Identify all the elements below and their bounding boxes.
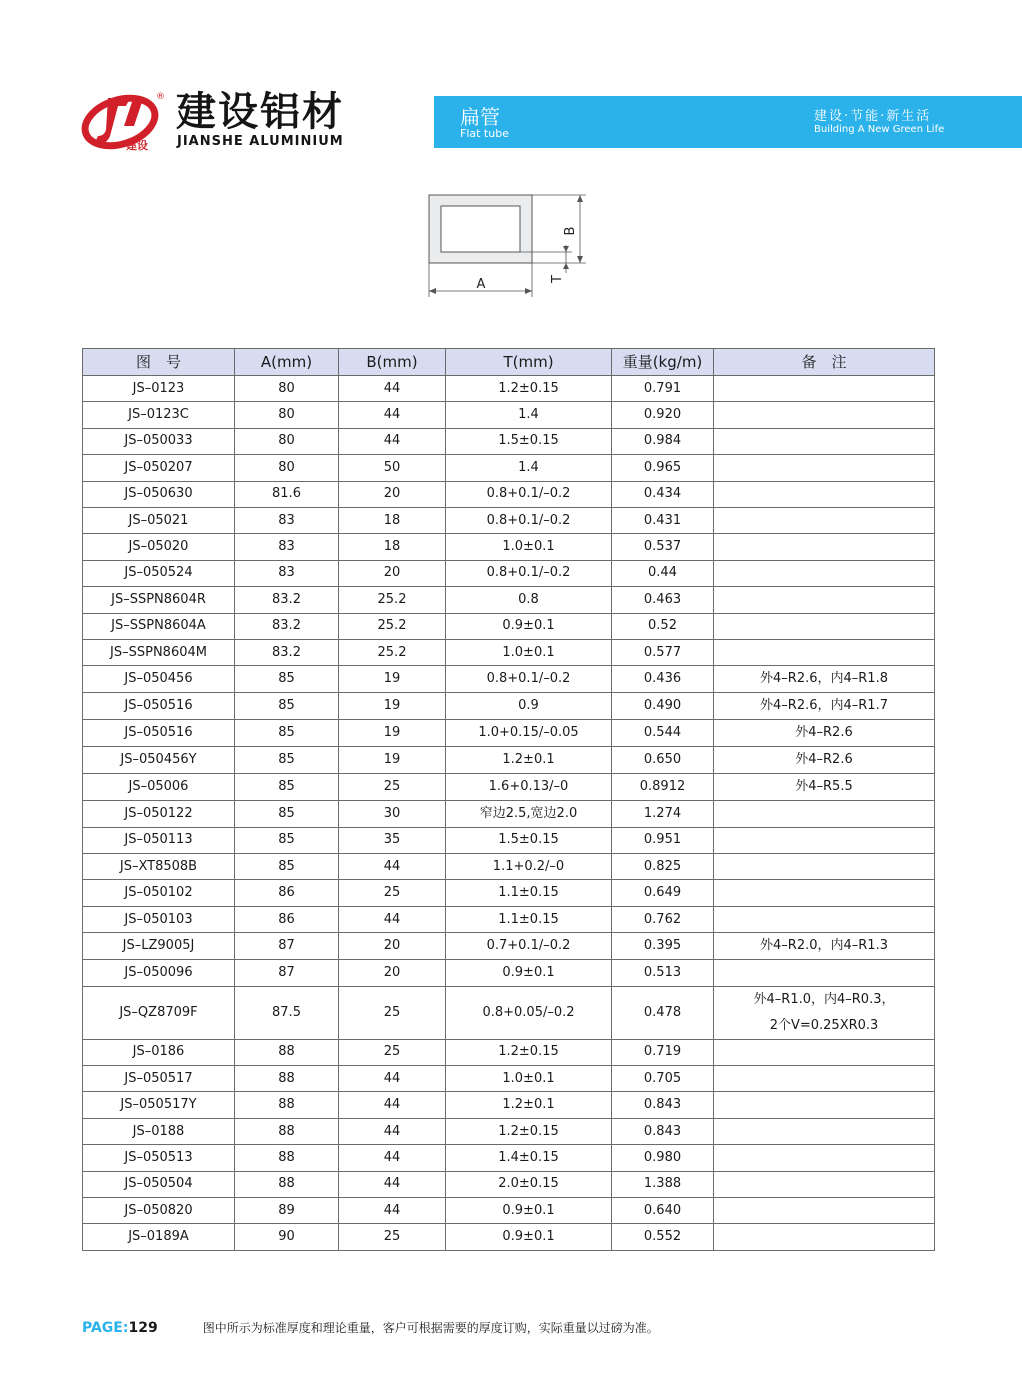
- cell-remark: [714, 455, 935, 481]
- table-row: [83, 587, 935, 613]
- cell-weight: 0.719: [612, 1039, 714, 1065]
- registered-mark: ®: [156, 92, 165, 102]
- cell-t-mm: 2.0±0.15: [446, 1171, 612, 1197]
- cell-model-number: JS–05006: [83, 774, 235, 801]
- table-row: [83, 960, 935, 986]
- cell-a-mm: 85: [235, 666, 339, 693]
- table-header-row: [83, 349, 935, 376]
- cell-b-mm: 25.2: [339, 613, 446, 639]
- table-row: [83, 933, 935, 960]
- cell-a-mm: 81.6: [235, 481, 339, 507]
- table-row: [83, 906, 935, 932]
- cell-b-mm: 44: [339, 1197, 446, 1223]
- cell-t-mm: 1.4: [446, 402, 612, 428]
- cell-remark: [714, 1118, 935, 1144]
- cell-t-mm: 0.9: [446, 693, 612, 720]
- column-header: 备 注: [714, 349, 935, 376]
- cell-t-mm: 1.0±0.1: [446, 639, 612, 665]
- cell-model-number: JS–050504: [83, 1171, 235, 1197]
- cell-a-mm: 85: [235, 774, 339, 801]
- cell-model-number: JS–0123: [83, 376, 235, 402]
- cell-weight: 0.52: [612, 613, 714, 639]
- cell-weight: 0.791: [612, 376, 714, 402]
- cell-a-mm: 80: [235, 455, 339, 481]
- cell-model-number: JS–050122: [83, 801, 235, 827]
- cell-weight: 0.705: [612, 1066, 714, 1092]
- cell-b-mm: 20: [339, 560, 446, 586]
- cell-a-mm: 85: [235, 827, 339, 853]
- cell-a-mm: 83.2: [235, 613, 339, 639]
- cell-t-mm: 1.1±0.15: [446, 880, 612, 906]
- cell-a-mm: 80: [235, 402, 339, 428]
- cell-weight: 0.984: [612, 428, 714, 454]
- cell-a-mm: 87.5: [235, 986, 339, 1039]
- cell-weight: 0.843: [612, 1092, 714, 1118]
- table-row: [83, 666, 935, 693]
- cell-model-number: JS–050516: [83, 720, 235, 747]
- table-row: [83, 428, 935, 454]
- cell-remark: 外4–R2.6，内4–R1.7: [714, 693, 935, 720]
- cell-remark: [714, 1145, 935, 1171]
- table-row: [83, 507, 935, 533]
- cell-a-mm: 86: [235, 906, 339, 932]
- cell-a-mm: 88: [235, 1171, 339, 1197]
- cell-b-mm: 44: [339, 854, 446, 880]
- cell-model-number: JS–0189A: [83, 1224, 235, 1250]
- cell-b-mm: 44: [339, 402, 446, 428]
- footer-note: 图中所示为标准厚度和理论重量，客户可根据需要的厚度订购，实际重量以过磅为准。: [202, 1321, 659, 1335]
- cell-b-mm: 44: [339, 1092, 446, 1118]
- cell-remark: [714, 960, 935, 986]
- column-header: 重量(kg/m): [612, 349, 714, 376]
- cell-weight: 0.537: [612, 534, 714, 560]
- cell-weight: 0.434: [612, 481, 714, 507]
- cell-a-mm: 86: [235, 880, 339, 906]
- cell-model-number: JS–050513: [83, 1145, 235, 1171]
- cell-remark: [714, 481, 935, 507]
- cell-weight: 0.490: [612, 693, 714, 720]
- cell-t-mm: 1.5±0.15: [446, 827, 612, 853]
- cell-remark: [714, 1092, 935, 1118]
- cell-b-mm: 44: [339, 1145, 446, 1171]
- table-row: [83, 774, 935, 801]
- cell-t-mm: 1.6+0.13/–0: [446, 774, 612, 801]
- cell-model-number: JS–050456: [83, 666, 235, 693]
- cell-model-number: JS–SSPN8604M: [83, 639, 235, 665]
- slogan-cn: 建设·节能·新生活: [814, 109, 932, 124]
- cell-model-number: JS–05020: [83, 534, 235, 560]
- cell-b-mm: 20: [339, 481, 446, 507]
- cell-a-mm: 83: [235, 560, 339, 586]
- cell-b-mm: 18: [339, 507, 446, 533]
- cell-model-number: JS–050102: [83, 880, 235, 906]
- cell-a-mm: 88: [235, 1039, 339, 1065]
- cell-a-mm: 85: [235, 720, 339, 747]
- flat-tube-cross-section-diagram: [420, 185, 600, 300]
- cell-remark: [714, 906, 935, 932]
- cell-b-mm: 25: [339, 1039, 446, 1065]
- cell-weight: 0.650: [612, 747, 714, 774]
- cell-remark: [714, 1066, 935, 1092]
- cell-t-mm: 1.2±0.1: [446, 747, 612, 774]
- dimension-label-a: A: [476, 277, 486, 292]
- cell-remark: [714, 560, 935, 586]
- cell-t-mm: 0.7+0.1/–0.2: [446, 933, 612, 960]
- cell-b-mm: 30: [339, 801, 446, 827]
- table-row: [83, 854, 935, 880]
- table-row: [83, 613, 935, 639]
- cell-weight: 0.951: [612, 827, 714, 853]
- cell-t-mm: 0.9±0.1: [446, 1224, 612, 1250]
- table-row: [83, 720, 935, 747]
- cell-weight: 0.640: [612, 1197, 714, 1223]
- cell-b-mm: 44: [339, 428, 446, 454]
- cell-t-mm: 0.8+0.1/–0.2: [446, 481, 612, 507]
- cell-a-mm: 80: [235, 428, 339, 454]
- cell-a-mm: 83: [235, 507, 339, 533]
- cell-weight: 0.44: [612, 560, 714, 586]
- table-row: [83, 1066, 935, 1092]
- header-band: [434, 96, 1022, 148]
- cell-a-mm: 88: [235, 1092, 339, 1118]
- cell-model-number: JS–050096: [83, 960, 235, 986]
- cell-b-mm: 35: [339, 827, 446, 853]
- cell-remark: [714, 534, 935, 560]
- table-row: [83, 534, 935, 560]
- cell-t-mm: 1.4±0.15: [446, 1145, 612, 1171]
- cell-remark: [714, 428, 935, 454]
- cell-weight: 0.463: [612, 587, 714, 613]
- cell-b-mm: 19: [339, 720, 446, 747]
- table-row: [83, 455, 935, 481]
- cell-remark: [714, 613, 935, 639]
- cell-weight: 0.762: [612, 906, 714, 932]
- cell-weight: 0.649: [612, 880, 714, 906]
- cell-remark: [714, 1171, 935, 1197]
- cell-remark: [714, 1197, 935, 1223]
- page-header: [80, 88, 1022, 154]
- column-header: B(mm): [339, 349, 446, 376]
- cell-t-mm: 0.8+0.1/–0.2: [446, 560, 612, 586]
- cell-weight: 0.965: [612, 455, 714, 481]
- cell-model-number: JS–05021: [83, 507, 235, 533]
- cell-t-mm: 1.2±0.15: [446, 1039, 612, 1065]
- cell-model-number: JS–050630: [83, 481, 235, 507]
- cell-b-mm: 44: [339, 1171, 446, 1197]
- cell-b-mm: 25: [339, 774, 446, 801]
- cell-b-mm: 19: [339, 747, 446, 774]
- cell-remark: [714, 376, 935, 402]
- cell-a-mm: 87: [235, 960, 339, 986]
- cell-remark: [714, 587, 935, 613]
- cell-a-mm: 80: [235, 376, 339, 402]
- cell-b-mm: 44: [339, 1066, 446, 1092]
- cell-remark: [714, 880, 935, 906]
- column-header: T(mm): [446, 349, 612, 376]
- table-row: [83, 1039, 935, 1065]
- cell-weight: 1.274: [612, 801, 714, 827]
- cell-weight: 0.980: [612, 1145, 714, 1171]
- cell-model-number: JS–050517: [83, 1066, 235, 1092]
- cell-remark: 外4–R2.0，内4–R1.3: [714, 933, 935, 960]
- cell-t-mm: 1.1+0.2/–0: [446, 854, 612, 880]
- cell-model-number: JS–0123C: [83, 402, 235, 428]
- slogan-en: Building A New Green Life: [814, 124, 945, 135]
- cell-t-mm: 1.0+0.15/–0.05: [446, 720, 612, 747]
- table-row: [83, 639, 935, 665]
- cell-weight: 0.552: [612, 1224, 714, 1250]
- table-row: [83, 693, 935, 720]
- cell-t-mm: 1.4: [446, 455, 612, 481]
- cell-remark: 外4–R1.0，内4–R0.3， 2个V=0.25XR0.3: [714, 986, 935, 1039]
- page-prefix: PAGE:: [82, 1320, 129, 1336]
- column-header: A(mm): [235, 349, 339, 376]
- cell-t-mm: 0.8: [446, 587, 612, 613]
- cell-weight: 0.395: [612, 933, 714, 960]
- cell-model-number: JS–050207: [83, 455, 235, 481]
- cell-weight: 0.843: [612, 1118, 714, 1144]
- cell-remark: [714, 854, 935, 880]
- cell-t-mm: 1.0±0.1: [446, 534, 612, 560]
- table-row: [83, 880, 935, 906]
- cell-weight: 0.920: [612, 402, 714, 428]
- table-row: [83, 402, 935, 428]
- cell-model-number: JS–050516: [83, 693, 235, 720]
- cell-model-number: JS–SSPN8604A: [83, 613, 235, 639]
- cell-b-mm: 18: [339, 534, 446, 560]
- cell-t-mm: 1.2±0.15: [446, 1118, 612, 1144]
- cell-t-mm: 0.9±0.1: [446, 960, 612, 986]
- cell-remark: [714, 1224, 935, 1250]
- cell-t-mm: 窄边2.5,宽边2.0: [446, 801, 612, 827]
- cell-a-mm: 88: [235, 1145, 339, 1171]
- cell-b-mm: 25.2: [339, 639, 446, 665]
- cell-t-mm: 0.8+0.1/–0.2: [446, 666, 612, 693]
- cell-t-mm: 0.8+0.1/–0.2: [446, 507, 612, 533]
- brand-name-cn: 建设铝材: [176, 89, 344, 135]
- cell-model-number: JS–050456Y: [83, 747, 235, 774]
- page-number: 129: [128, 1320, 158, 1336]
- cell-b-mm: 25: [339, 1224, 446, 1250]
- table-body: [83, 376, 935, 1251]
- table-row: [83, 1171, 935, 1197]
- cell-remark: 外4–R5.5: [714, 774, 935, 801]
- cell-weight: 0.513: [612, 960, 714, 986]
- cell-remark: 外4–R2.6，内4–R1.8: [714, 666, 935, 693]
- cell-a-mm: 88: [235, 1118, 339, 1144]
- cell-remark: [714, 1039, 935, 1065]
- cell-a-mm: 85: [235, 854, 339, 880]
- cell-model-number: JS–0188: [83, 1118, 235, 1144]
- flat-tube-spec-table: [82, 348, 935, 1251]
- cell-b-mm: 44: [339, 376, 446, 402]
- cell-b-mm: 19: [339, 666, 446, 693]
- cell-b-mm: 44: [339, 1118, 446, 1144]
- cell-b-mm: 44: [339, 906, 446, 932]
- dimension-label-t: T: [550, 275, 565, 283]
- cell-b-mm: 25: [339, 986, 446, 1039]
- cell-weight: 0.577: [612, 639, 714, 665]
- table-row: [83, 1197, 935, 1223]
- cell-weight: 0.478: [612, 986, 714, 1039]
- cell-b-mm: 25.2: [339, 587, 446, 613]
- cell-model-number: JS–050524: [83, 560, 235, 586]
- dimension-label-b: B: [563, 226, 578, 236]
- cell-remark: 外4–R2.6: [714, 747, 935, 774]
- table-row: [83, 827, 935, 853]
- cell-a-mm: 85: [235, 801, 339, 827]
- cell-t-mm: 0.8+0.05/–0.2: [446, 986, 612, 1039]
- cell-b-mm: 20: [339, 933, 446, 960]
- cell-remark: [714, 507, 935, 533]
- cell-b-mm: 19: [339, 693, 446, 720]
- cell-remark: [714, 639, 935, 665]
- cell-model-number: JS–XT8508B: [83, 854, 235, 880]
- cell-weight: 0.8912: [612, 774, 714, 801]
- cell-t-mm: 0.9±0.1: [446, 613, 612, 639]
- cell-a-mm: 85: [235, 747, 339, 774]
- cell-model-number: JS–QZ8709F: [83, 986, 235, 1039]
- brand-name-en: JIANSHE ALUMINIUM: [177, 134, 344, 149]
- page-footer: [82, 1317, 942, 1337]
- jianshe-logo-icon: [80, 92, 164, 152]
- cell-a-mm: 85: [235, 693, 339, 720]
- cell-t-mm: 1.2±0.1: [446, 1092, 612, 1118]
- cell-b-mm: 20: [339, 960, 446, 986]
- column-header: 图 号: [83, 349, 235, 376]
- logo-signature: 建设: [126, 139, 148, 152]
- table-row: [83, 801, 935, 827]
- cell-model-number: JS–050517Y: [83, 1092, 235, 1118]
- table-row: [83, 1118, 935, 1144]
- cell-weight: 0.431: [612, 507, 714, 533]
- cell-t-mm: 1.2±0.15: [446, 376, 612, 402]
- table-row: [83, 747, 935, 774]
- cell-t-mm: 1.1±0.15: [446, 906, 612, 932]
- cell-a-mm: 88: [235, 1066, 339, 1092]
- cell-model-number: JS–050113: [83, 827, 235, 853]
- cell-a-mm: 83.2: [235, 639, 339, 665]
- cell-t-mm: 1.0±0.1: [446, 1066, 612, 1092]
- cell-weight: 1.388: [612, 1171, 714, 1197]
- category-title-cn: 扁管: [460, 105, 500, 129]
- table-row: [83, 481, 935, 507]
- cell-model-number: JS–050820: [83, 1197, 235, 1223]
- table-row: [83, 986, 935, 1039]
- cell-weight: 0.825: [612, 854, 714, 880]
- cell-remark: [714, 801, 935, 827]
- cell-remark: [714, 827, 935, 853]
- cell-a-mm: 83: [235, 534, 339, 560]
- cell-weight: 0.544: [612, 720, 714, 747]
- table-row: [83, 1092, 935, 1118]
- table-row: [83, 1145, 935, 1171]
- cell-model-number: JS–050103: [83, 906, 235, 932]
- cell-remark: 外4–R2.6: [714, 720, 935, 747]
- cell-model-number: JS–LZ9005J: [83, 933, 235, 960]
- table-row: [83, 376, 935, 402]
- cell-t-mm: 1.5±0.15: [446, 428, 612, 454]
- cell-model-number: JS–SSPN8604R: [83, 587, 235, 613]
- cell-a-mm: 87: [235, 933, 339, 960]
- cell-b-mm: 25: [339, 880, 446, 906]
- cell-model-number: JS–050033: [83, 428, 235, 454]
- cell-remark: [714, 402, 935, 428]
- cell-weight: 0.436: [612, 666, 714, 693]
- cell-t-mm: 0.9±0.1: [446, 1197, 612, 1223]
- cell-b-mm: 50: [339, 455, 446, 481]
- table-row: [83, 560, 935, 586]
- cell-a-mm: 90: [235, 1224, 339, 1250]
- cell-a-mm: 89: [235, 1197, 339, 1223]
- category-title-en: Flat tube: [460, 127, 509, 140]
- cell-a-mm: 83.2: [235, 587, 339, 613]
- cell-model-number: JS–0186: [83, 1039, 235, 1065]
- table-row: [83, 1224, 935, 1250]
